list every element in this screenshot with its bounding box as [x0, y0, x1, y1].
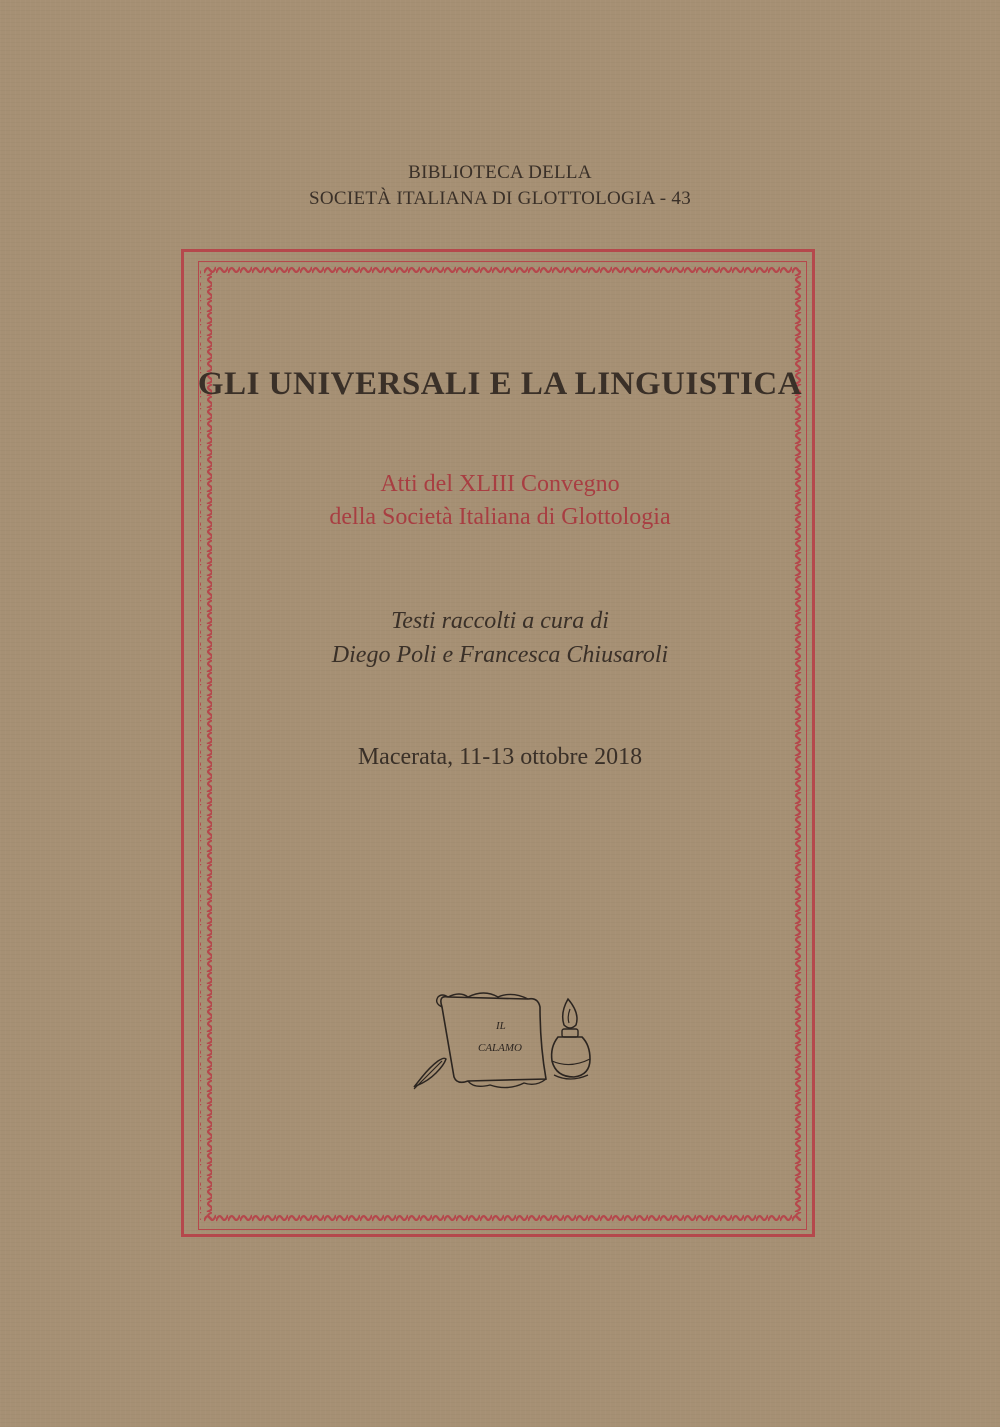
ornament-bottom [204, 1212, 801, 1224]
il-calamo-logo-icon [408, 985, 598, 1095]
editors-line-2: Diego Poli e Francesca Chiusaroli [331, 642, 669, 668]
subtitle-line-1: Atti del XLIII Convegno [380, 471, 620, 497]
subtitle [0, 468, 1000, 534]
subtitle-line-2: della Società Italiana di Glottologia [329, 504, 671, 530]
ornament-top [204, 262, 801, 274]
series-line-2: SOCIETÀ ITALIANA DI GLOTTOLOGIA - 43 [308, 188, 691, 209]
editors-line-1: Testi raccolti a cura di [391, 608, 609, 634]
scroll-icon [441, 997, 546, 1083]
logo-text-il: IL [496, 1020, 506, 1032]
place-date: Macerata, 11-13 ottobre 2018 [357, 744, 643, 770]
series-line-1: BIBLIOTECA DELLA [408, 162, 592, 183]
logo-text-calamo: CALAMO [478, 1042, 522, 1054]
book-title: GLI UNIVERSALI E LA LINGUISTICA [197, 366, 803, 402]
oil-lamp-icon [552, 999, 590, 1079]
editors [0, 604, 1000, 672]
